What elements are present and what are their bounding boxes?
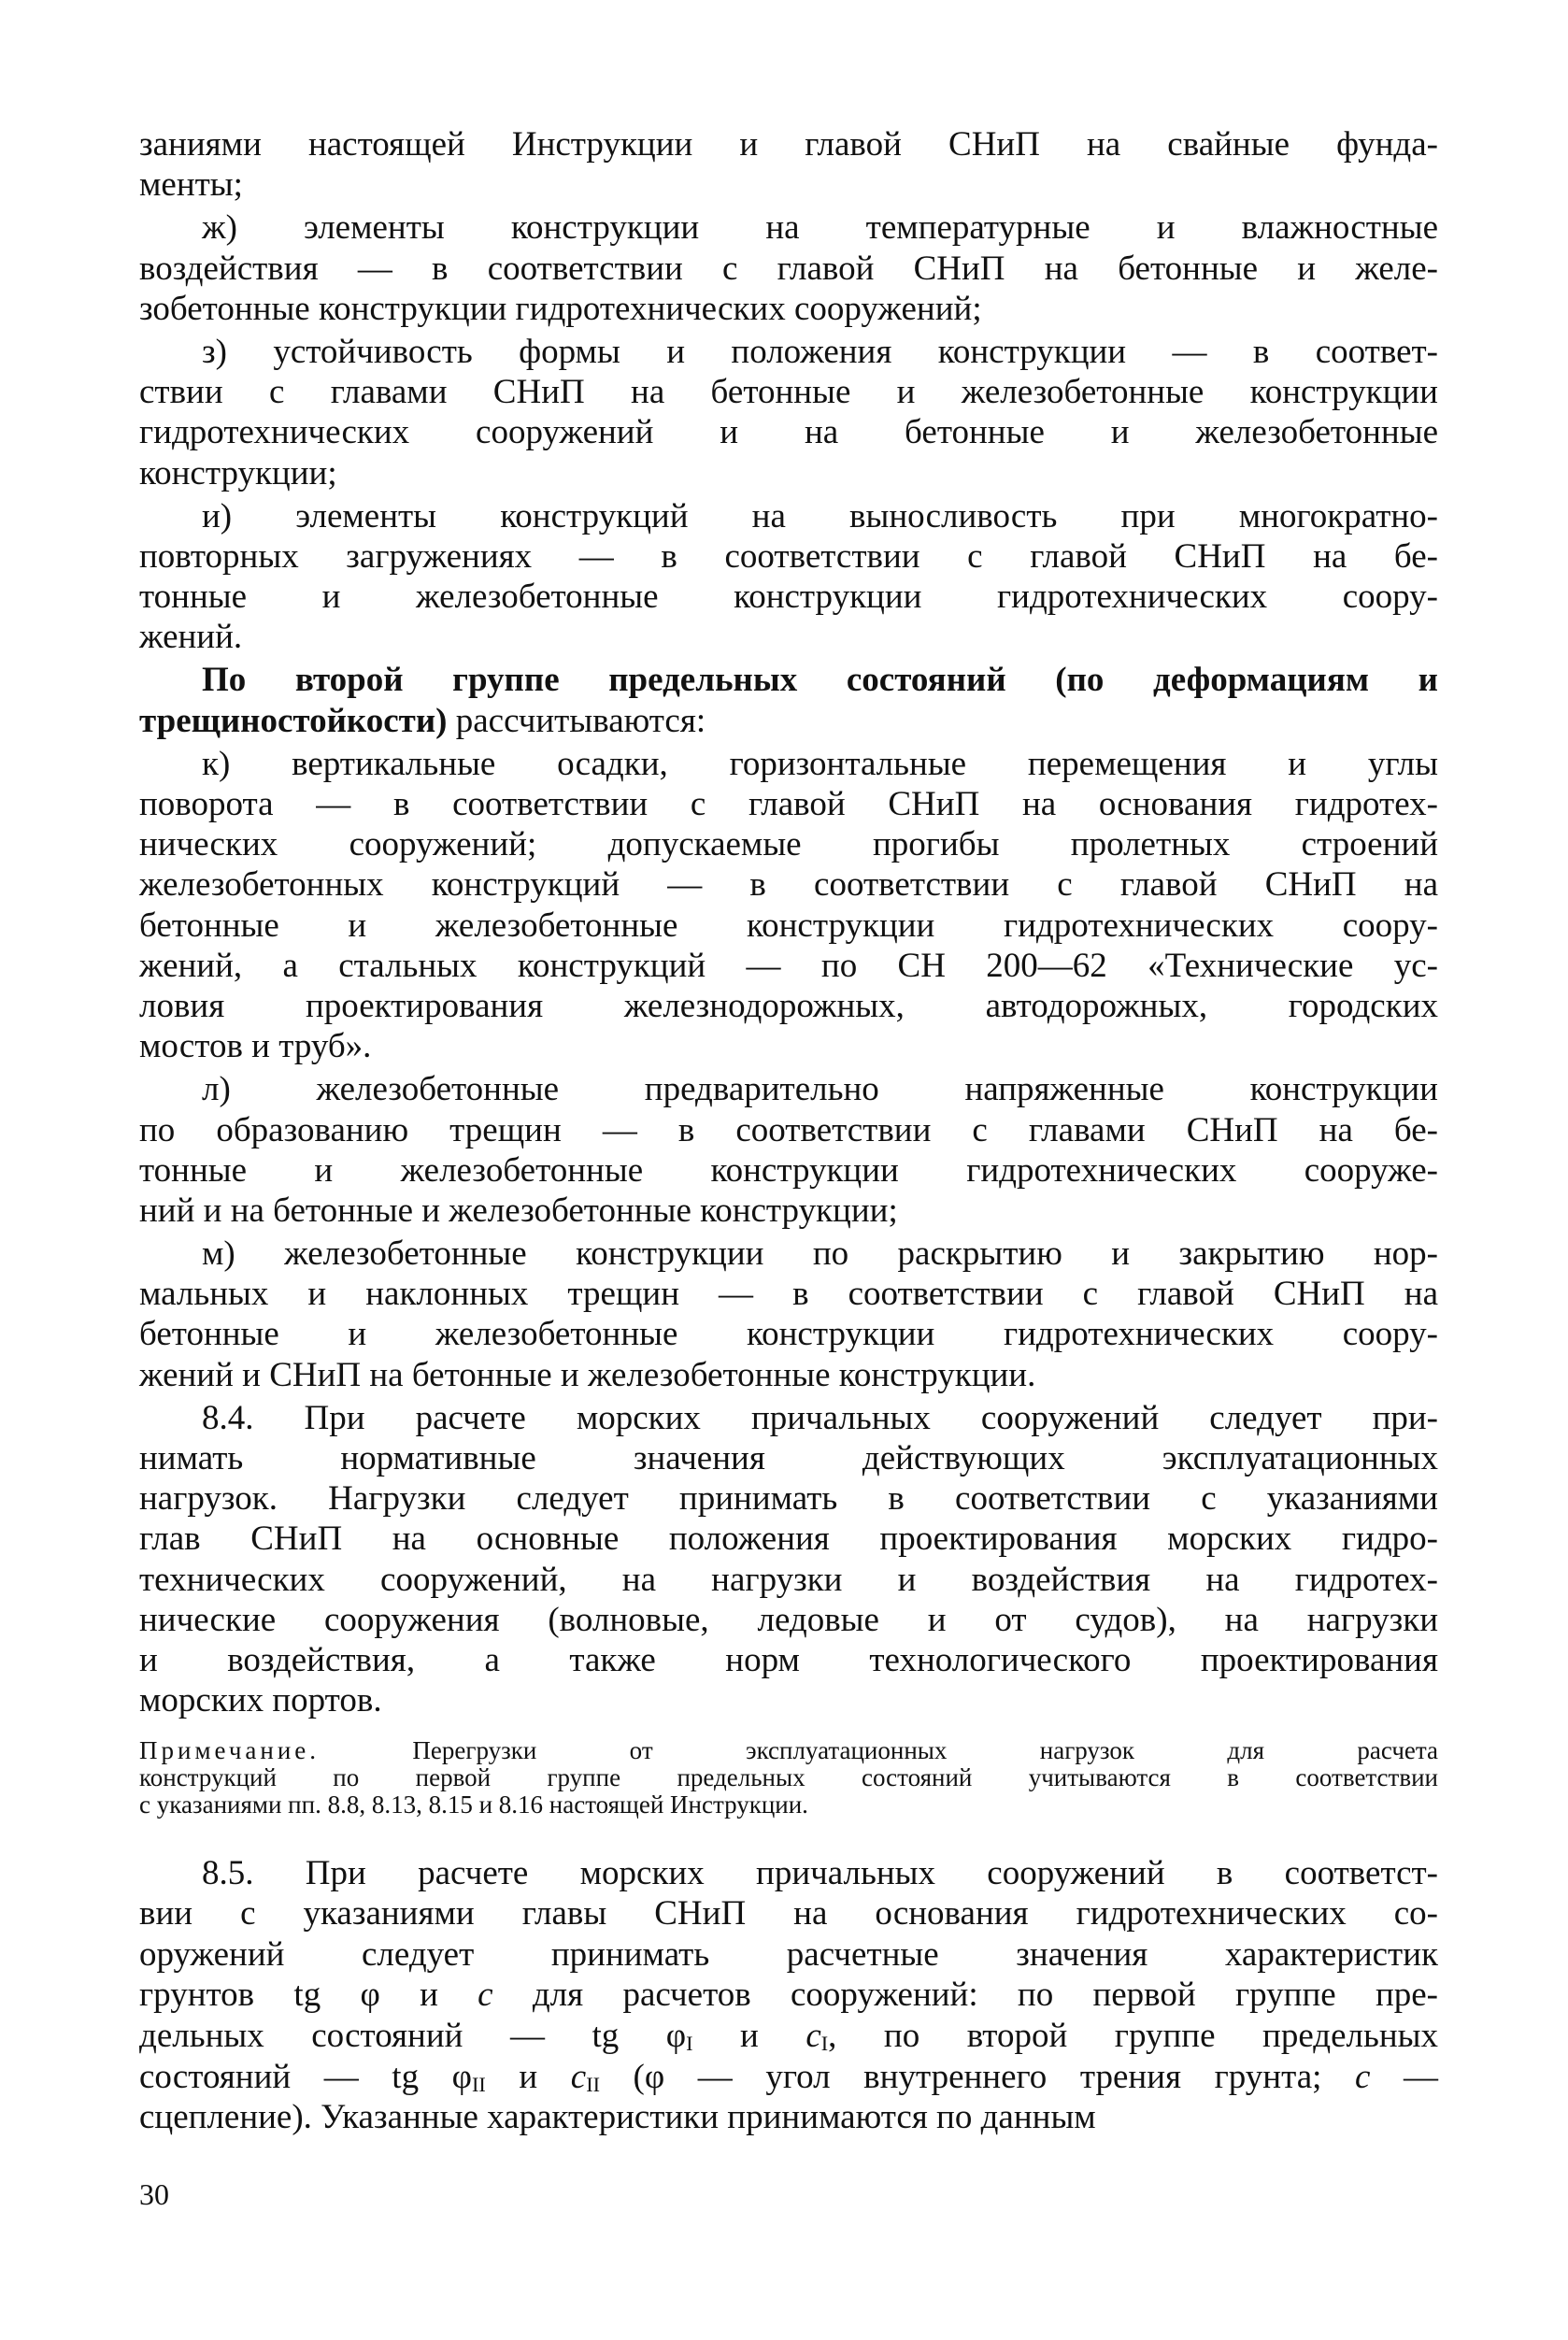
- text-line: повторных загружениях — в соответствии с главой СНиП на бе-: [139, 536, 1438, 576]
- text-line: [139, 660, 1438, 700]
- text-segment: трещиностойкости): [139, 701, 448, 740]
- text-segment: Примечание.: [139, 1736, 321, 1765]
- paragraph: [139, 332, 1438, 493]
- paragraph: [139, 1398, 1438, 1721]
- text-segment: Перегрузки от эксплуатационных нагрузок для расчета: [320, 1736, 1438, 1765]
- text-line: технических сооружений, на нагрузки и воздействия на гидротех-: [139, 1560, 1438, 1599]
- text-line: [139, 1737, 1438, 1764]
- text-line: менты;: [139, 165, 243, 205]
- text-segment: c: [570, 2057, 587, 2096]
- text-line: нагрузок. Нагрузки следует принимать в соответствии с указаниями: [139, 1479, 1438, 1519]
- text-segment: c: [478, 1976, 493, 2015]
- text-segment: состояний — tg φ: [139, 2057, 473, 2096]
- text-line: и воздействия, а также норм технологического проектирования: [139, 1640, 1438, 1679]
- text-line: жений.: [139, 618, 243, 657]
- text-line: мальных и наклонных трещин — в соответствии с главой СНиП на: [139, 1275, 1438, 1314]
- paragraph: [139, 207, 1438, 329]
- text-segment: II: [472, 2072, 486, 2096]
- text-line: с указаниями пп. 8.8, 8.13, 8.15 и 8.16 настоящей Инструкции.: [139, 1790, 808, 1819]
- text-line: ствии с главами СНиП на бетонные и железобетонные конструкции: [139, 373, 1438, 412]
- text-line: л) железобетонные предварительно напряженные конструкции: [202, 1070, 1438, 1109]
- text-line: жений, а стальных конструкций — по СН 200—62 «Технические ус-: [139, 946, 1438, 985]
- text-line: зобетонные конструкции гидротехнических сооружений;: [139, 289, 982, 328]
- page-number: 30: [139, 2177, 169, 2211]
- text-line: поворота — в соответствии с главой СНиП на основания гидротех-: [139, 785, 1438, 823]
- text-line: конструкции;: [139, 453, 337, 492]
- paragraph: [139, 1069, 1438, 1231]
- text-line: железобетонных конструкций — в соответствии с главой СНиП на: [139, 865, 1438, 905]
- text-line: тонные и железобетонные конструкции гидротехнических сооруже-: [139, 1150, 1438, 1190]
- text-line: ний и на бетонные и железобетонные конструкции;: [139, 1191, 898, 1230]
- text-line: нические сооружения (волновые, ледовые и от судов), на нагрузки: [139, 1600, 1438, 1639]
- text-line: жений и СНиП на бетонные и железобетонные конструкции.: [139, 1355, 1036, 1394]
- text-line: з) устойчивость формы и положения конструкции — в соответ-: [202, 332, 1438, 371]
- text-line: заниями настоящей Инструкции и главой СНиП на свайные фунда-: [139, 125, 1438, 164]
- text-line: бетонные и железобетонные конструкции гидротехнических соору-: [139, 1315, 1438, 1354]
- text-line: 8.4. При расчете морских причальных сооружений следует при-: [202, 1398, 1438, 1437]
- text-line: воздействия — в соответствии с главой СНиП на бетонные и желе-: [139, 249, 1438, 288]
- paragraph: [139, 1234, 1438, 1395]
- paragraph: [139, 660, 1438, 740]
- paragraph: [139, 496, 1438, 658]
- text-line: сцепление). Указанные характеристики принимаются по данным: [139, 2098, 1096, 2137]
- text-segment: I: [686, 2032, 693, 2056]
- text-segment: II: [586, 2072, 600, 2096]
- text-segment: , по второй группе предельных: [828, 2017, 1439, 2056]
- text-segment: для расчетов сооружений: по первой группе пре-: [492, 1976, 1438, 2015]
- text-line: по образованию трещин — в соответствии с главами СНиП на бе-: [139, 1110, 1438, 1149]
- text-line: [139, 2016, 1438, 2057]
- paragraph: [139, 124, 1438, 205]
- page-text: [139, 124, 1438, 2138]
- text-line: глав СНиП на основные положения проектирования морских гидро-: [139, 1520, 1438, 1559]
- text-segment: грунтов tg φ и: [139, 1976, 478, 2015]
- text-line: ловия проектирования железнодорожных, автодорожных, городских: [139, 986, 1438, 1025]
- text-line: нических сооружений; допускаемые прогибы пролетных строений: [139, 825, 1438, 864]
- text-segment: (φ — угол внутреннего трения грунта;: [599, 2057, 1355, 2096]
- text-line: оружений следует принимать расчетные значения характеристик: [139, 1934, 1438, 1974]
- text-line: к) вертикальные осадки, горизонтальные перемещения и углы: [202, 744, 1438, 783]
- text-line: ж) элементы конструкции на температурные и влажностные: [202, 208, 1438, 248]
- text-line: вии с указаниями главы СНиП на основания гидротехнических со-: [139, 1894, 1438, 1933]
- text-line: конструкций по первой группе предельных состояний учитываются в соответствии: [139, 1763, 1438, 1792]
- text-segment: По второй группе предельных состояний (по деформациям и: [202, 661, 1438, 700]
- text-segment: c: [805, 2017, 821, 2056]
- paragraph: [139, 1853, 1438, 2138]
- text-line: мостов и труб».: [139, 1027, 372, 1066]
- text-line: тонные и железобетонные конструкции гидротехнических соору-: [139, 578, 1438, 617]
- text-line: м) железобетонные конструкции по раскрытию и закрытию нор-: [202, 1234, 1438, 1274]
- text-segment: рассчитываются:: [447, 701, 706, 740]
- text-line: [139, 701, 1438, 741]
- note-paragraph: [139, 1737, 1438, 1818]
- text-line: бетонные и железобетонные конструкции гидротехнических соору-: [139, 906, 1438, 945]
- text-segment: —: [1370, 2057, 1438, 2096]
- text-segment: и: [485, 2057, 571, 2096]
- text-segment: дельных состояний — tg φ: [139, 2017, 687, 2056]
- text-line: морских портов.: [139, 1681, 382, 1720]
- text-segment: I: [820, 2032, 829, 2056]
- paragraph: [139, 744, 1438, 1067]
- text-line: [139, 2057, 1438, 2098]
- text-segment: и: [692, 2017, 806, 2056]
- text-line: [139, 1975, 1438, 2016]
- text-line: 8.5. При расчете морских причальных сооружений в соответст-: [202, 1853, 1438, 1892]
- text-line: нимать нормативные значения действующих эксплуатационных: [139, 1439, 1438, 1477]
- text-line: гидротехнических сооружений и на бетонные и железобетонные: [139, 413, 1438, 452]
- text-line: и) элементы конструкций на выносливость при многократно-: [202, 496, 1438, 535]
- text-segment: c: [1354, 2057, 1371, 2096]
